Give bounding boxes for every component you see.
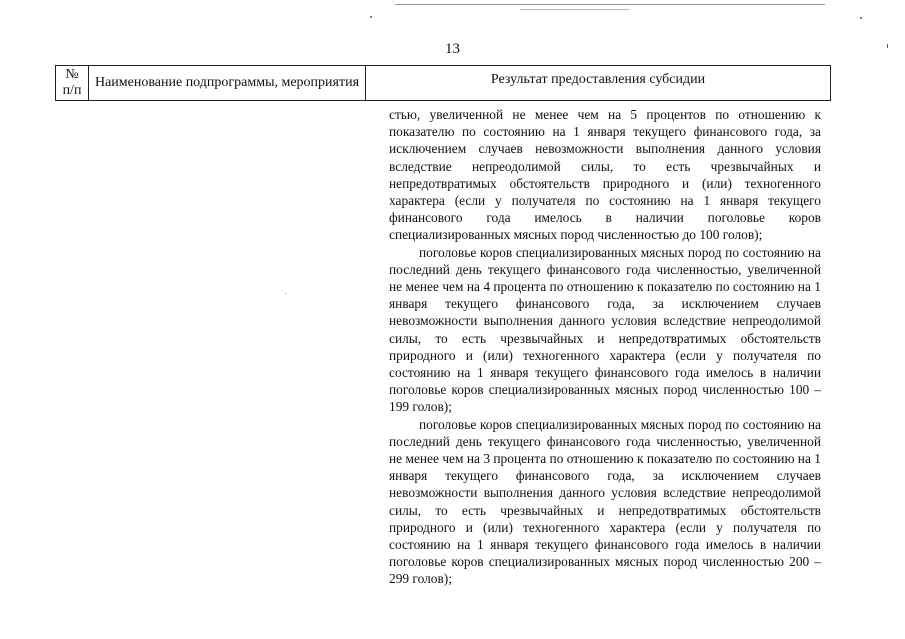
paragraph: поголовье коров специализированных мясных пород по состоянию на последний день текущего финансового года численностью, увеличенной не менее чем на 3 процента по отношению к показателю по состоянию на 1 января текущего финансового года, за исключением случаев невозможности выполнения данного условия вследствие непреодолимой силы, то есть чрезвычайных и непредотвратимых обстоятельств природного и (или) техногенного характера (если у получателя по состоянию на 1 января текущего финансового года имелось в наличии поголовье коров специализированных мясных пород численностью 200 – 299 голов); [389,416,821,587]
scan-speck [860,17,862,19]
column-header-number: № п/п [56,66,89,101]
column-header-name: Наименование подпрограммы, мероприятия [89,66,366,101]
subsidy-table-header [55,65,831,101]
subsidy-result-text [389,106,821,588]
page-number: 13 [445,41,460,57]
scan-speck [370,16,372,18]
scan-edge-line [395,4,825,5]
table-header-row [56,66,831,101]
paragraph: поголовье коров специализированных мясных пород по состоянию на последний день текущего финансового года численностью, увеличенной не менее чем на 4 процента по отношению к показателю по состоянию на 1 января текущего финансового года, за исключением случаев невозможности выполнения данного условия вследствие непреодолимой силы, то есть чрезвычайных и непредотвратимых обстоятельств природного и (или) техногенного характера (если у получателя по состоянию на 1 января текущего финансового года имелось в наличии поголовье коров специализированных мясных пород численностью 100 – 199 голов); [389,244,821,415]
paragraph: стью, увеличенной не менее чем на 5 процентов по отношению к показателю по состоянию на 1 января текущего финансового года, за исключением случаев невозможности выполнения данного условия вследствие непреодолимой силы, то есть чрезвычайных и непредотвратимых обстоятельств природного и (или) техногенного характера (если у получателя по состоянию на 1 января текущего финансового года имелось в наличии поголовье коров специализированных мясных пород численностью до 100 голов); [389,107,821,243]
scan-edge-line [520,9,630,10]
scan-speck [285,293,286,294]
column-header-result: Результат предоставления субсидии [366,66,831,101]
